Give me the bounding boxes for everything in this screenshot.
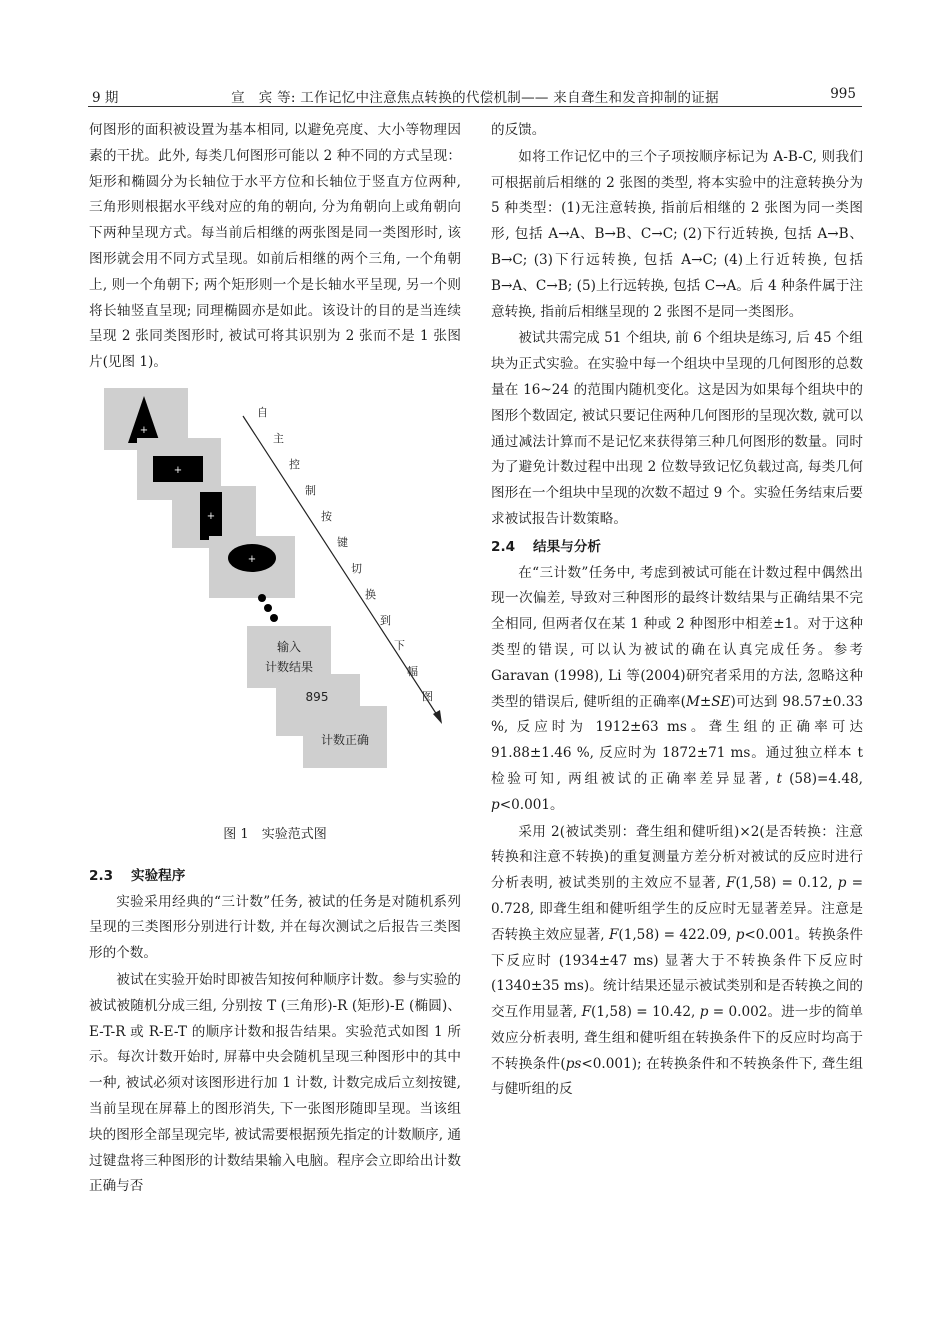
paragraph-shape-design: 何图形的面积被设置为基本相同, 以避免亮度、大小等物理因素的干扰。此外, 每类几何图形可能以 2 种不同的方式呈现：矩形和椭圆分为长轴位于水平方位和长轴位于竖直方位两种, 三角形则根据水平线对应的角的朝向, 分为角朝向上或角朝向下两种呈现方式。每当前后相继的两张图是同一类图形时, 该图形就会用不同方式呈现。如前后相继的两个三角, 一个角朝上, 则一个角朝下; 两个矩形则一个是长轴水平呈现, 另一个则将长轴竖直呈现; 同理椭圆亦是如此。该设计的目的是当连续呈现 2 张同类图形时, 被试可将其识别为 2 张而不是 1 张图片(见图 1)。 (89, 122, 461, 371)
arrow-label-char: 换 (365, 587, 376, 601)
paragraph-anova (491, 820, 863, 1104)
header-rule (88, 106, 862, 107)
screen-input-line2: 计数结果 (264, 659, 314, 674)
math-italic: F (726, 875, 736, 892)
math-italic: p (491, 796, 500, 813)
paragraph-switch-types: 如将工作记忆中的三个子项按顺序标记为 A-B-C, 则我们可根据前后相继的 2 张图的类型, 将本实验中的注意转换分为 5 种类型：(1)无注意转换, 指前后相继的 2 张图为同一类图形, 包括 A→A、B→B、C→C; (2)下行近转换, 包括 A→B、B→C; (3)下行远转换, 包括 A→C; (4)上行近转换, 包括 B→A、C→B; (5)上行远转换, 包括 C→A。后 4 种条件属于注意转换, 指前后相继呈现的 2 张图不是同一类图形。 (491, 148, 863, 320)
paragraph-task: 实验采用经典的“三计数”任务, 被试的任务是对随机系列呈现的三类图形分别进行计数, 并在每次测试之后报告三类图形的个数。 (89, 893, 461, 962)
text-run: = 0.002。进一步的简单效应分析表明, 聋生组和健听组在转换条件下的反应时均高于不转换条件( (491, 1004, 863, 1072)
figure-caption: 图 1 实验范式图 (223, 826, 327, 842)
fixation-plus-1: + (139, 424, 149, 436)
arrow-label-char: 到 (380, 613, 391, 627)
paragraph-blocks: 被试共需完成 51 个组块, 前 6 个组块是练习, 后 45 个组块为正式实验。在实验中每一个组块中呈现的几何图形的总数量在 16~24 的范围内随机变化。这是因为如果每个组块中的图形个数固定, 被试只要记住两种几何图形的呈现次数, 就可以通过减法计算而不是记忆来获得第三种几何图形的数量。同时为了避免计数过程中出现 2 位数导致记忆负载过高, 每类几何图形在一个组块中呈现的次数不超过 9 个。实验任务结束后要求被试报告计数策略。 (491, 330, 863, 527)
right-column (491, 118, 863, 1104)
section-heading-2-3 (89, 864, 461, 890)
math-italic: F (581, 1004, 592, 1021)
text-run: )可达到 98.57±0.33 %, 反应时为 1912±63 ms。聋生组的正确率可达 91.88±1.46 %, 反应时为 1872±71 ms。通过独立样本 t 检验可知, 两组被试的正确率差异显著, (491, 693, 863, 787)
text-run: 采用 2(被试类别：聋生组和健听组)×2(是否转换：注意转换和注意不转换)的重复测量方差分析对被试的反应时进行分析表明, 被试类别的主效应不显著, (491, 823, 863, 892)
arrow-label-char: 主 (273, 431, 284, 445)
ellipsis-dot-2 (264, 604, 272, 612)
running-title: 宣 宾 等: 工作记忆中注意焦点转换的代偿机制—— 来自聋生和发音抑制的证据 (231, 90, 719, 106)
arrow-head-icon (433, 710, 442, 724)
screen-feedback-text: 计数正确 (320, 732, 370, 747)
arrow-label-char: 自 (257, 405, 268, 419)
text-run: (1,58) = 422.09, (618, 926, 736, 943)
text-run: (58)=4.48, (781, 770, 863, 787)
arrow-label-char: 切 (351, 561, 362, 575)
text-run: <0.001。 (499, 796, 564, 813)
paragraph-feedback: 的反馈。 (491, 122, 546, 138)
math-italic: p (699, 1004, 709, 1021)
arrow-label-char: 下 (394, 638, 405, 652)
fixation-plus-2: + (173, 464, 183, 476)
arrow-label-char: 幅 (407, 664, 418, 678)
section-number: 2.4 (491, 538, 516, 555)
screen-input-line1: 输入 (276, 639, 302, 654)
text-run: (1,58) = 10.42, (591, 1004, 700, 1021)
arrow-label-char: 图 (422, 689, 433, 703)
math-italic: F (608, 926, 619, 943)
screen-number-value: 895 (305, 689, 329, 704)
text-run: <0.001); 在转换条件和不转换条件下, 聋生组与健听组的反 (491, 1055, 863, 1098)
issue-number: 9 期 (92, 90, 119, 106)
fixation-plus-4: + (247, 553, 257, 565)
arrow-label-char: 制 (305, 483, 316, 497)
paragraph-procedure: 被试在实验开始时即被告知按何种顺序计数。参与实验的被试被随机分成三组, 分别按 T (三角形)-R (矩形)-E (椭圆)、E-T-R 或 R-E-T 的顺序计数和报告结果。实验范式如图 1 所示。每次计数开始时, 屏幕中央会随机呈现三种图形中的其中一种, 被试必须对该图形进行加 1 计数, 计数完成后立刻按键, 当前呈现在屏幕上的图形消失, 下一张图形随即呈现。当该组块的图形全部呈现完毕, 被试需要根据预先指定的计数顺序, 通过键盘将三种图形的计数结果输入电脑。程序会立即给出计数正确与否 (89, 971, 461, 1195)
arrow-label-char: 控 (289, 457, 300, 471)
figure-1 (89, 388, 461, 820)
left-column (89, 118, 461, 1201)
arrow-label-char: 按 (321, 509, 332, 523)
math-italic: t (776, 770, 782, 787)
ellipsis-dot-1 (258, 594, 266, 602)
section-title: 实验程序 (131, 867, 186, 884)
math-italic: p (837, 875, 847, 892)
math-italic: ps (565, 1055, 582, 1072)
section-heading-2-4 (491, 535, 863, 561)
section-title: 结果与分析 (533, 538, 601, 555)
running-header (88, 84, 862, 106)
fixation-plus-3: + (206, 510, 216, 522)
paradigm-diagram (89, 388, 461, 820)
math-italic: M±SE (685, 693, 731, 710)
arrow-label-char: 键 (337, 535, 348, 549)
text-run: (1,58) = 0.12, (735, 875, 838, 892)
text-run: 在“三计数”任务中, 考虑到被试可能在计数过程中偶然出现一次偏差, 导致对三种图形的最终计数结果与正确结果不完全相同, 但两者仅在某 1 种或 2 种图形中相差±1。对于这种类型的错误, 可以认为被试的确在认真完成任务。参考 Garavan (1998), Li 等(2004)研究者采用的方法, 忽略这种类型的错误后, 健听组的正确率( (491, 564, 863, 710)
paragraph-accuracy (491, 561, 863, 819)
ellipsis-dot-3 (270, 614, 278, 622)
page-number: 995 (830, 86, 856, 102)
section-number: 2.3 (89, 867, 114, 884)
math-italic: p (735, 926, 745, 943)
text-run: = 0.728, 即聋生组和健听组学生的反应时无显著差异。注意是否转换主效应显著, (491, 875, 863, 943)
text-run: <0.001。转换条件下反应时 (1934±47 ms) 显著大于不转换条件下反应时 (1340±35 ms)。统计结果还显示被试类别和是否转换之间的交互作用显著, (491, 926, 863, 1021)
